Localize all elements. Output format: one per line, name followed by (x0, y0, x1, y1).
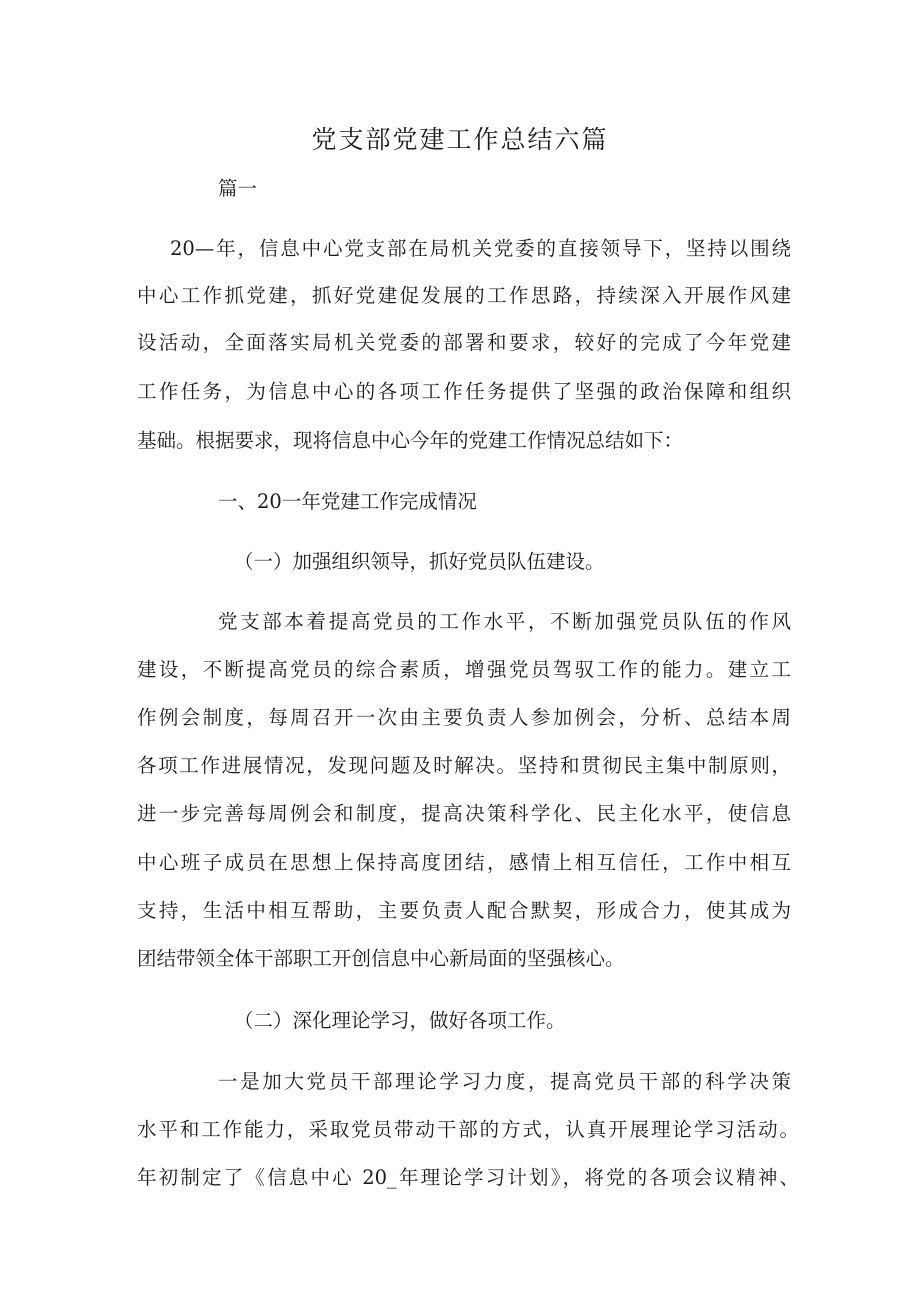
paragraph-line: 支持，生活中相互帮助，主要负责人配合默契，形成合力，使其成为 (137, 899, 791, 922)
subsection-heading: （一）加强组织领导，抓好党员队伍建设。 (234, 550, 605, 573)
paragraph-line: 党支部本着提高党员的工作水平，不断加强党员队伍的作风 (218, 610, 791, 633)
section-heading: 一、20一年党建工作完成情况 (218, 490, 477, 513)
paragraph-line: 年初制定了《信息中心 20_年理论学习计划》，将党的各项会议精神、 (137, 1166, 799, 1189)
paragraph-line: 建设，不断提高党员的综合素质，增强党员驾驭工作的能力。建立工 (137, 658, 791, 681)
paragraph-line: 一是加大党员干部理论学习力度，提高党员干部的科学决策 (218, 1070, 791, 1093)
paragraph-line: 20—年，信息中心党支部在局机关党委的直接领导下，坚持以围绕 (170, 237, 791, 260)
subsection-heading: （二）深化理论学习，做好各项工作。 (234, 1009, 566, 1032)
paragraph-line: 中心工作抓党建，抓好党建促发展的工作思路，持续深入开展作风建 (137, 284, 791, 307)
paragraph-line: 基础。根据要求，现将信息中心今年的党建工作情况总结如下： (137, 429, 684, 452)
paragraph-line: 团结带领全体干部职工开创信息中心新局面的坚强核心。 (137, 947, 625, 970)
paragraph-line: 设活动，全面落实局机关党委的部署和要求，较好的完成了今年党建 (137, 331, 791, 354)
part-label: 篇一 (218, 177, 258, 200)
paragraph-line: 作例会制度，每周召开一次由主要负责人参加例会，分析、总结本周 (137, 706, 791, 729)
paragraph-line: 各项工作进展情况，发现问题及时解决。坚持和贯彻民主集中制原则， (137, 754, 791, 777)
paragraph-line: 工作任务，为信息中心的各项工作任务提供了坚强的政治保障和组织 (137, 380, 791, 403)
paragraph-line: 中心班子成员在思想上保持高度团结，感情上相互信任，工作中相互 (137, 851, 791, 874)
paragraph-line: 进一步完善每周例会和制度，提高决策科学化、民主化水平，使信息 (137, 802, 791, 825)
document-title: 党支部党建工作总结六篇 (311, 125, 609, 154)
paragraph-line: 水平和工作能力，采取党员带动干部的方式，认真开展理论学习活动。 (137, 1118, 799, 1141)
